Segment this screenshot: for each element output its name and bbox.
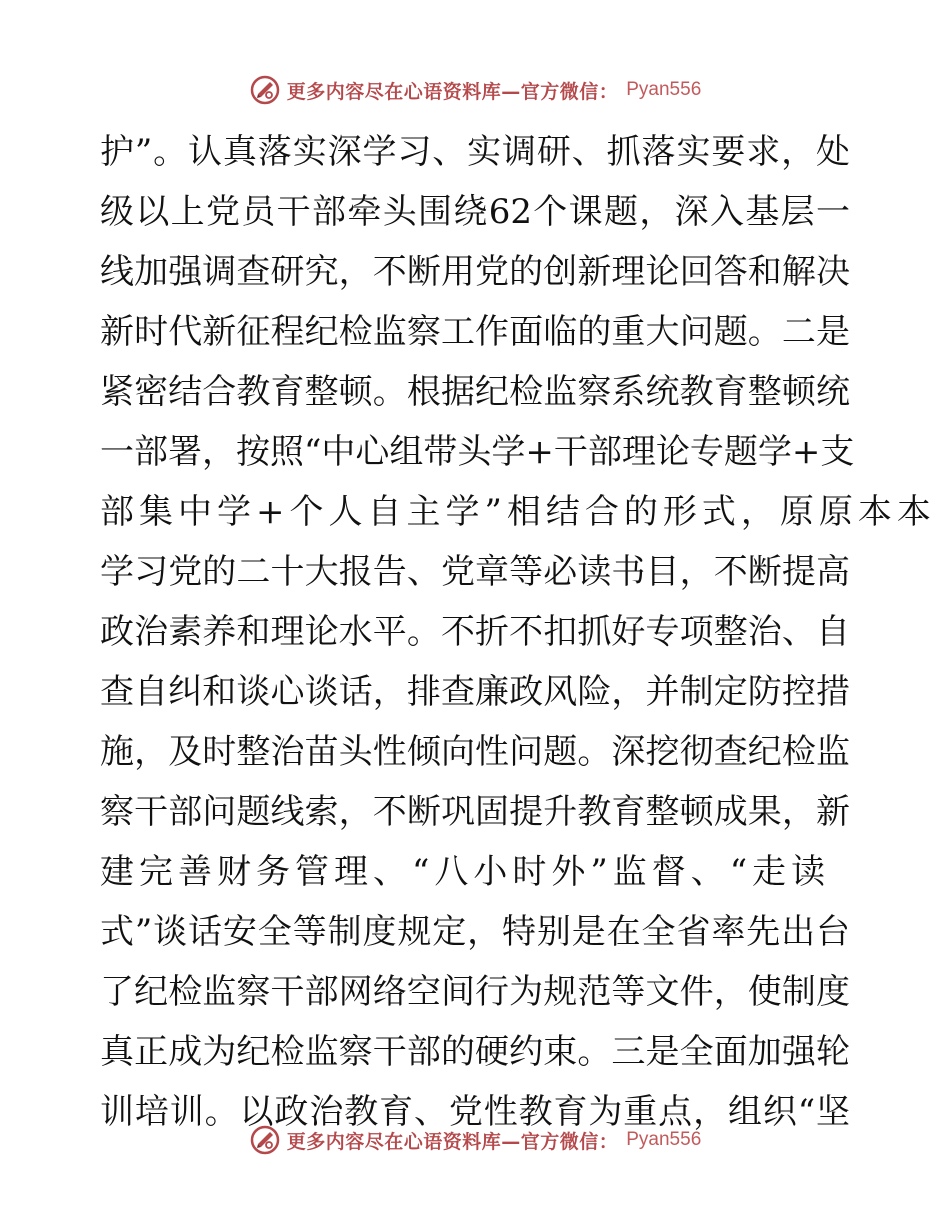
body-line: 真正成为纪检监察干部的硬约束。三是全面加强轮 (100, 1032, 850, 1072)
body-line: 学习党的二十大报告、党章等必读书目，不断提高 (100, 552, 850, 592)
seal-logo-icon (249, 1124, 281, 1156)
header-watermark (0, 70, 950, 110)
seal-logo-icon (249, 74, 281, 106)
watermark-text: 更多内容尽在心语资料库—官方微信： (286, 1130, 619, 1153)
body-line: 施，及时整治苗头性倾向性问题。深挖彻查纪检监 (100, 732, 850, 772)
body-line: 政治素养和理论水平。不折不扣抓好专项整治、自 (100, 612, 850, 652)
watermark-account: Pyan556 (626, 1129, 702, 1150)
watermark-account: Pyan556 (626, 79, 702, 100)
body-line: 查自纠和谈心谈话，排查廉政风险，并制定防控措 (100, 672, 850, 712)
body-line: 护”。认真落实深学习、实调研、抓落实要求，处 (100, 132, 850, 172)
document-body (100, 122, 936, 1142)
body-line: 新时代新征程纪检监察工作面临的重大问题。二是 (100, 312, 850, 352)
body-line: 训培训。以政治教育、党性教育为重点，组织“坚 (100, 1092, 850, 1132)
body-line: 线加强调查研究，不断用党的创新理论回答和解决 (100, 252, 850, 292)
body-line: 建完善财务管理、“八小时外”监督、“走读 (100, 852, 831, 892)
body-line: 一部署，按照“中心组带头学+干部理论专题学+支 (100, 432, 855, 472)
body-line: 部集中学+个人自主学”相结合的形式，原原本本 (100, 492, 936, 532)
body-line: 紧密结合教育整顿。根据纪检监察系统教育整顿统 (100, 372, 850, 412)
body-line: 级以上党员干部牵头围绕62个课题，深入基层一 (100, 192, 850, 232)
body-line: 了纪检监察干部网络空间行为规范等文件，使制度 (100, 972, 850, 1012)
body-line: 察干部问题线索，不断巩固提升教育整顿成果，新 (100, 792, 850, 832)
body-line: 式”谈话安全等制度规定，特别是在全省率先出台 (100, 912, 850, 952)
footer-watermark (0, 1120, 950, 1160)
watermark-text: 更多内容尽在心语资料库—官方微信： (286, 80, 619, 103)
